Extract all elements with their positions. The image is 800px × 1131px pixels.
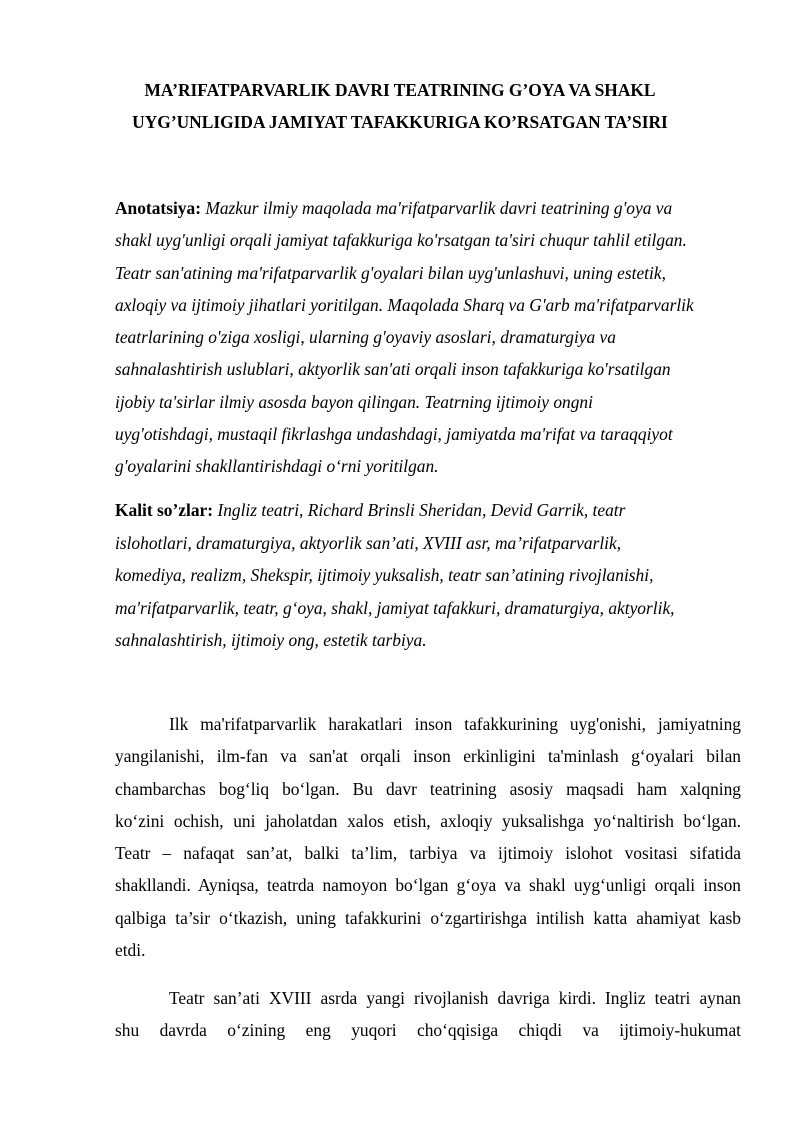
abstract-line: sahnalashtirish uslublari, aktyorlik san'ati orqali inson tafakkuriga ko'rsatilgan	[115, 359, 671, 380]
abstract-line: teatrlarining o'ziga xosligi, ularning g'oyaviy asoslari, dramaturgiya va	[115, 327, 616, 348]
abstract-line: shakl uyg'unligi orqali jamiyat tafakkuriga ko'rsatgan ta'siri chuqur tahlil etilgan.	[115, 230, 687, 251]
paragraph-line: shakllandi. Ayniqsa, teatrda namoyon bo‘lgan g‘oya va shakl uyg‘unligi orqali inson	[115, 875, 741, 896]
paragraph-line: Ilk ma'rifatparvarlik harakatlari inson tafakkurining uyg'onishi, jamiyatning	[169, 714, 741, 734]
abstract-line: Teatr san'atining ma'rifatparvarlik g'oyalari bilan uyg'unlashuvi, uning estetik,	[115, 262, 666, 283]
paragraph-line: qalbiga ta’sir o‘tkazish, uning tafakkurini o‘zgartirishga intilish katta ahamiyat kasb	[115, 907, 741, 928]
abstract-text: Mazkur ilmiy maqolada ma'rifatparvarlik davri teatrining g'oya va	[205, 198, 673, 218]
keywords-line: komediya, realizm, Shekspir, ijtimoiy yuksalish, teatr san’atining rivojlanishi,	[115, 565, 654, 585]
keywords	[115, 494, 755, 657]
paragraph-line: etdi.	[115, 940, 146, 961]
body-paragraph-2	[115, 982, 741, 1047]
title-line-2: UYG’UNLIGIDA JAMIYAT TAFAKKURIGA KO’RSATGAN TA’SIRI	[132, 112, 668, 132]
abstract-line: g'oyalarini shakllantirishdagi o‘rni yoritilgan.	[115, 456, 439, 477]
paragraph-line: shu davrda o‘zining eng yuqori cho‘qqisiga chiqdi va ijtimoiy-hukumat	[115, 1020, 741, 1041]
abstract-line: ijobiy ta'sirlar ilmiy asosda bayon qilingan. Teatrning ijtimoiy ongni	[115, 391, 593, 412]
keywords-line: ma'rifatparvarlik, teatr, g‘oya, shakl, jamiyat tafakkuri, dramaturgiya, aktyorlik,	[115, 597, 675, 618]
keywords-line: islohotlari, dramaturgiya, aktyorlik san’ati, XVIII asr, ma’rifatparvarlik,	[115, 532, 622, 553]
keywords-text: Ingliz teatri, Richard Brinsli Sheridan, Devid Garrik, teatr	[217, 500, 626, 520]
abstract-line: axloqiy va ijtimoiy jihatlari yoritilgan. Maqolada Sharq va G'arb ma'rifatparvarlik	[115, 294, 694, 315]
abstract-line: uyg'otishdagi, mustaqil fikrlashga undashdagi, jamiyatda ma'rifat va taraqqiyot	[115, 424, 673, 445]
paper-title	[100, 74, 700, 138]
body-paragraph-1	[115, 708, 741, 966]
paragraph-line: chambarchas bog‘liq bo‘lgan. Bu davr teatrining asosiy maqsadi ham xalqning	[115, 778, 741, 799]
paragraph-line: Teatr – nafaqat san’at, balki ta’lim, tarbiya va ijtimoiy islohot vositasi sifatida	[115, 843, 741, 864]
keywords-line	[115, 494, 755, 527]
paragraph-line: Teatr san’ati XVIII asrda yangi rivojlanish davriga kirdi. Ingliz teatri aynan	[169, 988, 741, 1008]
abstract	[115, 192, 755, 483]
paragraph-line: ko‘zini ochish, uni jaholatdan xalos etish, axloqiy yuksalishga yo‘naltirish bo‘lgan.	[115, 810, 741, 831]
abstract-line	[115, 192, 755, 224]
title-line-1: MA’RIFATPARVARLIK DAVRI TEATRINING G’OYA VA SHAKL	[144, 80, 656, 100]
abstract-label: Anotatsiya:	[115, 198, 201, 218]
keywords-label: Kalit so’zlar:	[115, 500, 214, 520]
paragraph-line: yangilanishi, ilm-fan va san'at orqali inson erkinligini ta'minlash g‘oyalari bilan	[115, 746, 741, 767]
keywords-line: sahnalashtirish, ijtimoiy ong, estetik tarbiya.	[115, 630, 427, 650]
